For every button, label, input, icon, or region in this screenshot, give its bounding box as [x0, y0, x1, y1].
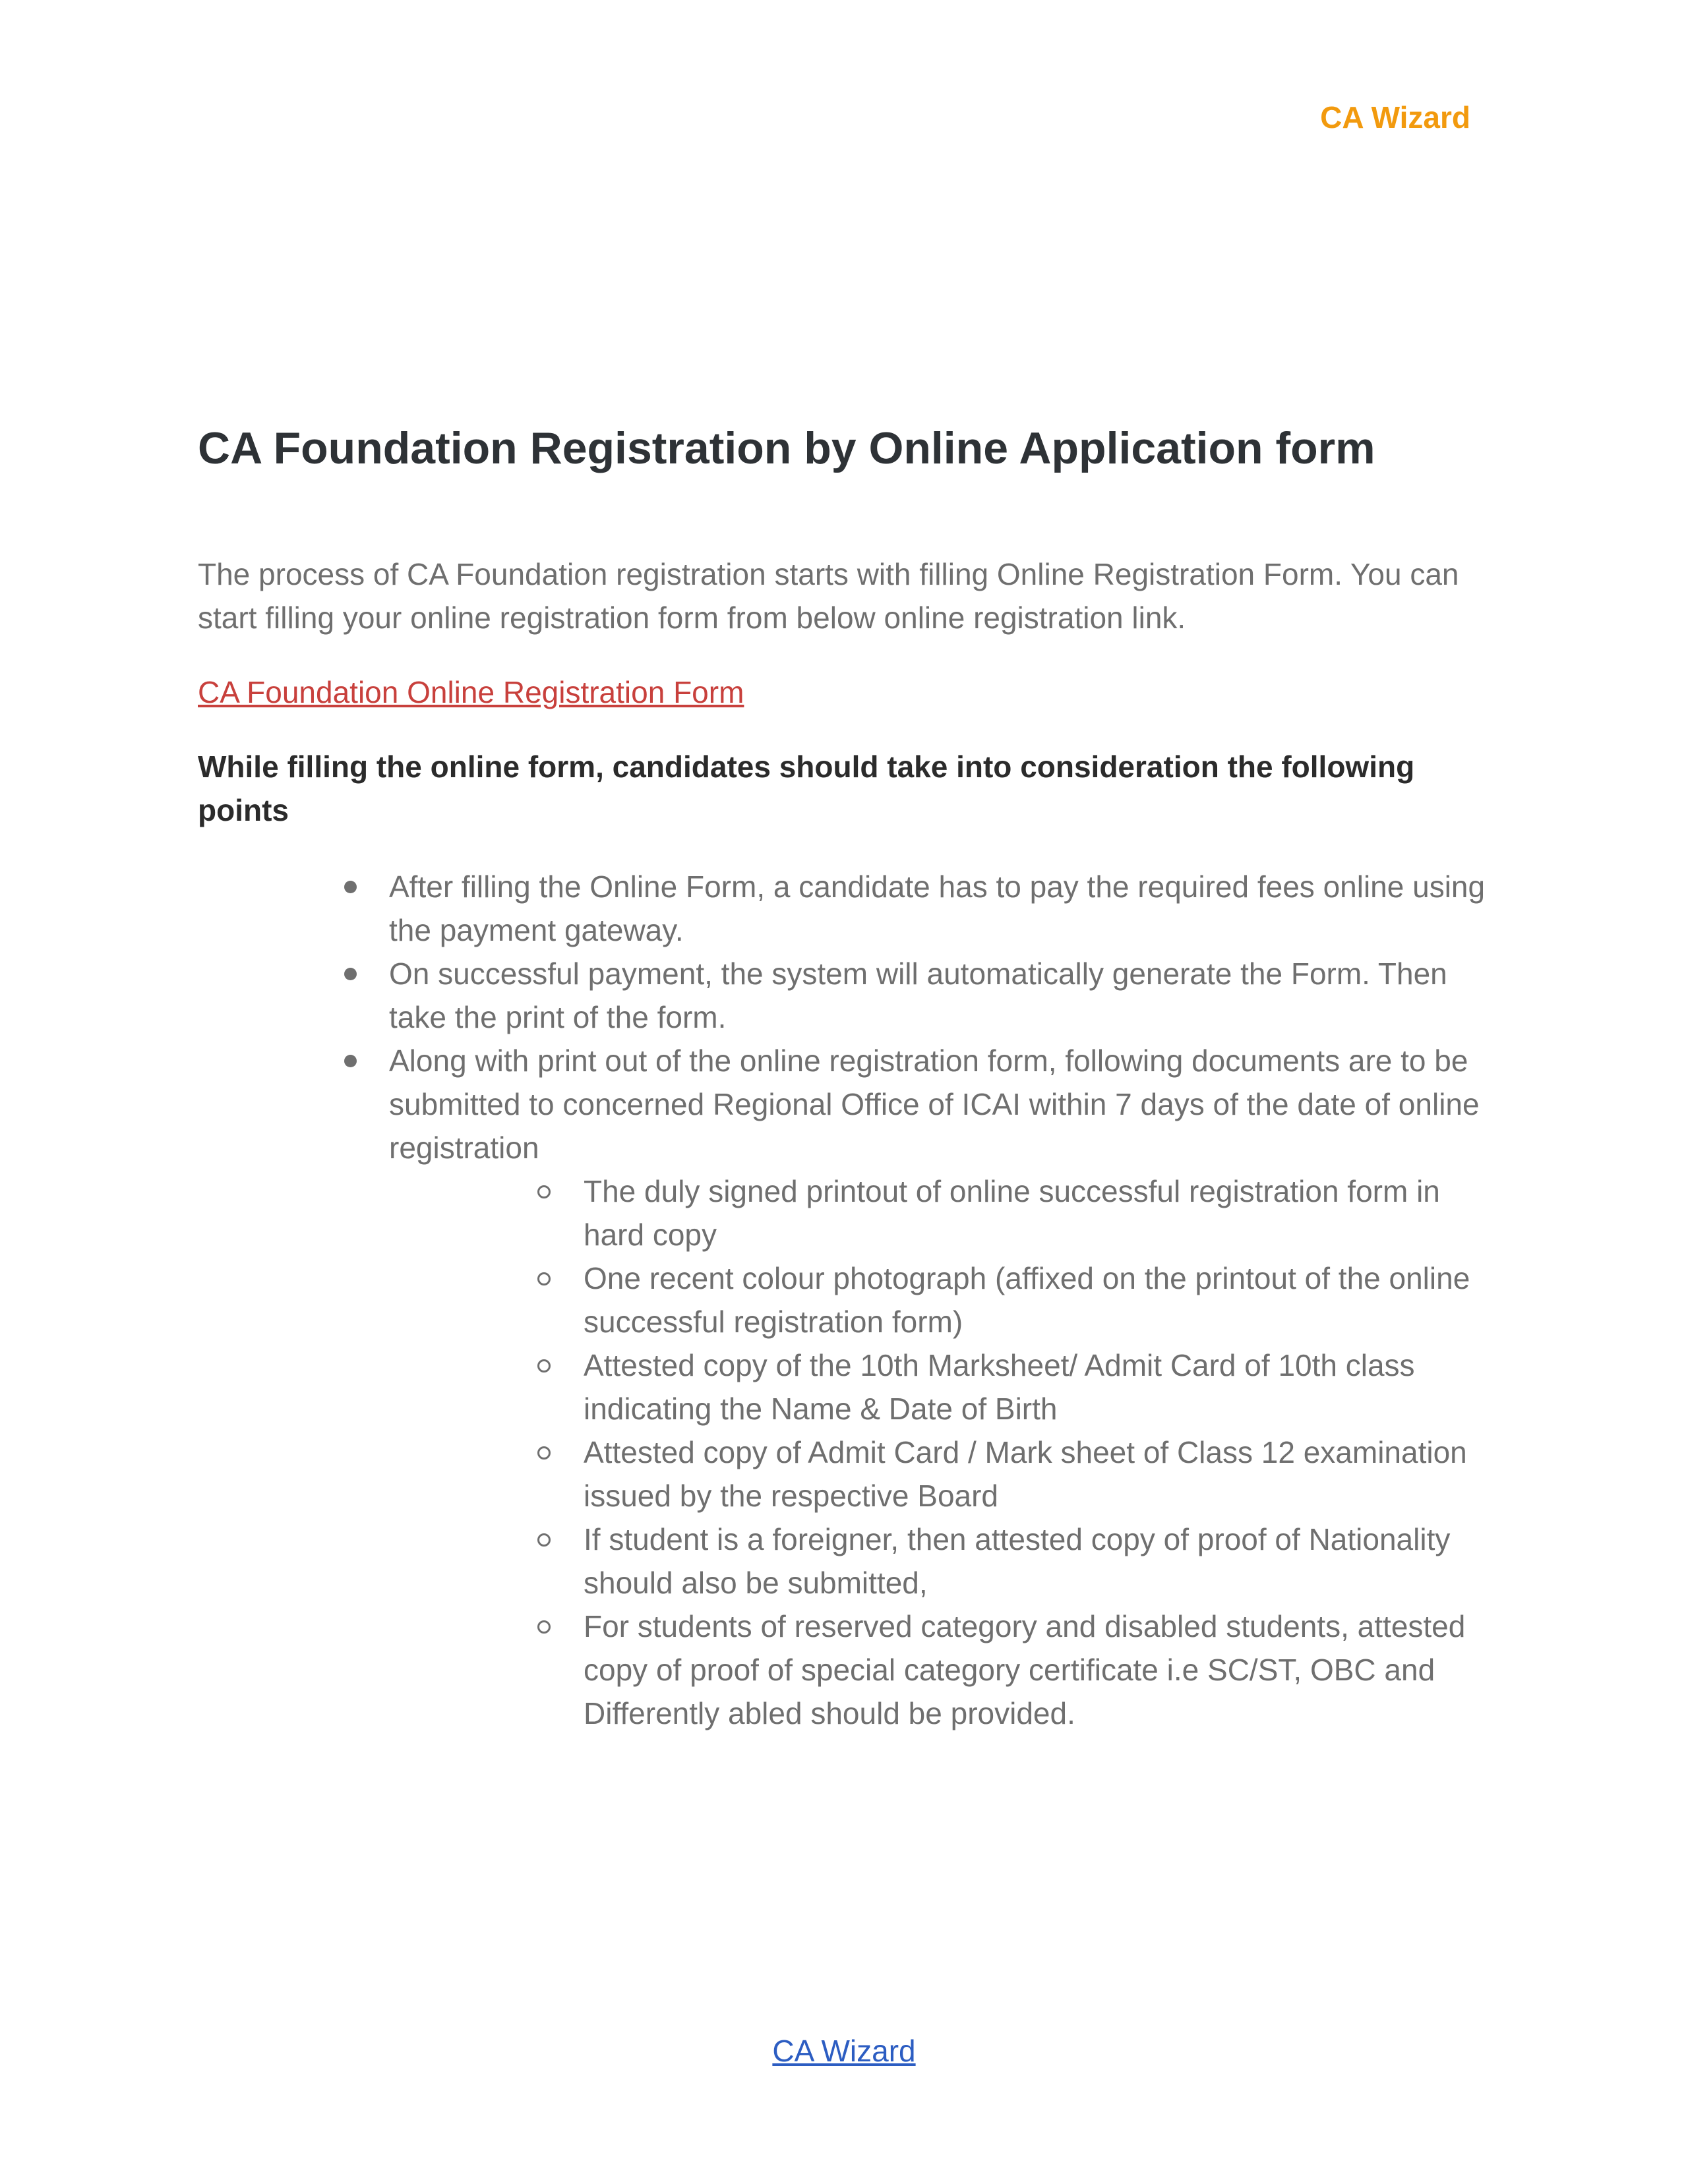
registration-form-link[interactable]: CA Foundation Online Registration Form	[198, 675, 744, 709]
list-item	[389, 952, 1497, 1039]
list-item	[389, 865, 1497, 952]
sub-list-item	[584, 1605, 1497, 1735]
sub-list-item	[584, 1343, 1497, 1431]
document-text: For students of reserved category and disabled students, attested copy of proof of special category certificate i.e SC/ST, OBC and Differently abled should be provided.	[584, 1609, 1466, 1730]
hollow-bullet-icon	[537, 1620, 551, 1634]
points-heading: While filling the online form, candidates should take into consideration the following points	[198, 750, 1415, 827]
point-text: After filling the Online Form, a candidate has to pay the required fees online using the payment gateway.	[389, 870, 1486, 947]
hollow-bullet-icon	[537, 1359, 551, 1372]
hollow-bullet-icon	[537, 1446, 551, 1460]
point-text: On successful payment, the system will automatically generate the Form. Then take the print of the form.	[389, 957, 1447, 1034]
footer-link[interactable]: CA Wizard	[772, 2034, 916, 2068]
list-item	[389, 1039, 1497, 1735]
bullet-icon	[344, 881, 357, 893]
hollow-bullet-icon	[537, 1185, 551, 1198]
hollow-bullet-icon	[537, 1533, 551, 1547]
sub-list-item	[584, 1256, 1497, 1343]
header-brand: CA Wizard	[1320, 100, 1470, 134]
bullet-icon	[344, 1055, 357, 1067]
points-list	[389, 865, 1497, 1735]
document-text: Attested copy of Admit Card / Mark sheet of Class 12 examination issued by the respective Board	[584, 1435, 1467, 1513]
hollow-bullet-icon	[537, 1272, 551, 1285]
document-text: The duly signed printout of online successful registration form in hard copy	[584, 1174, 1440, 1252]
sub-list-item	[584, 1169, 1497, 1256]
point-text: Along with print out of the online registration form, following documents are to be submitted to concerned Regional Office of ICAI within 7 days of the date of online registration	[389, 1044, 1480, 1165]
sub-list-item	[584, 1431, 1497, 1518]
document-text: Attested copy of the 10th Marksheet/ Admit Card of 10th class indicating the Name & Date of Birth	[584, 1348, 1415, 1426]
documents-list	[584, 1169, 1497, 1735]
document-text: If student is a foreigner, then attested copy of proof of Nationality should also be submitted,	[584, 1522, 1451, 1600]
bullet-icon	[344, 968, 357, 980]
page-title: CA Foundation Registration by Online Application form	[198, 423, 1375, 473]
document-text: One recent colour photograph (affixed on the printout of the online successful registration form)	[584, 1261, 1470, 1339]
intro-paragraph: The process of CA Foundation registration starts with filling Online Registration Form. You can start filling your online registration form from below online registration link.	[198, 557, 1459, 635]
sub-list-item	[584, 1518, 1497, 1605]
